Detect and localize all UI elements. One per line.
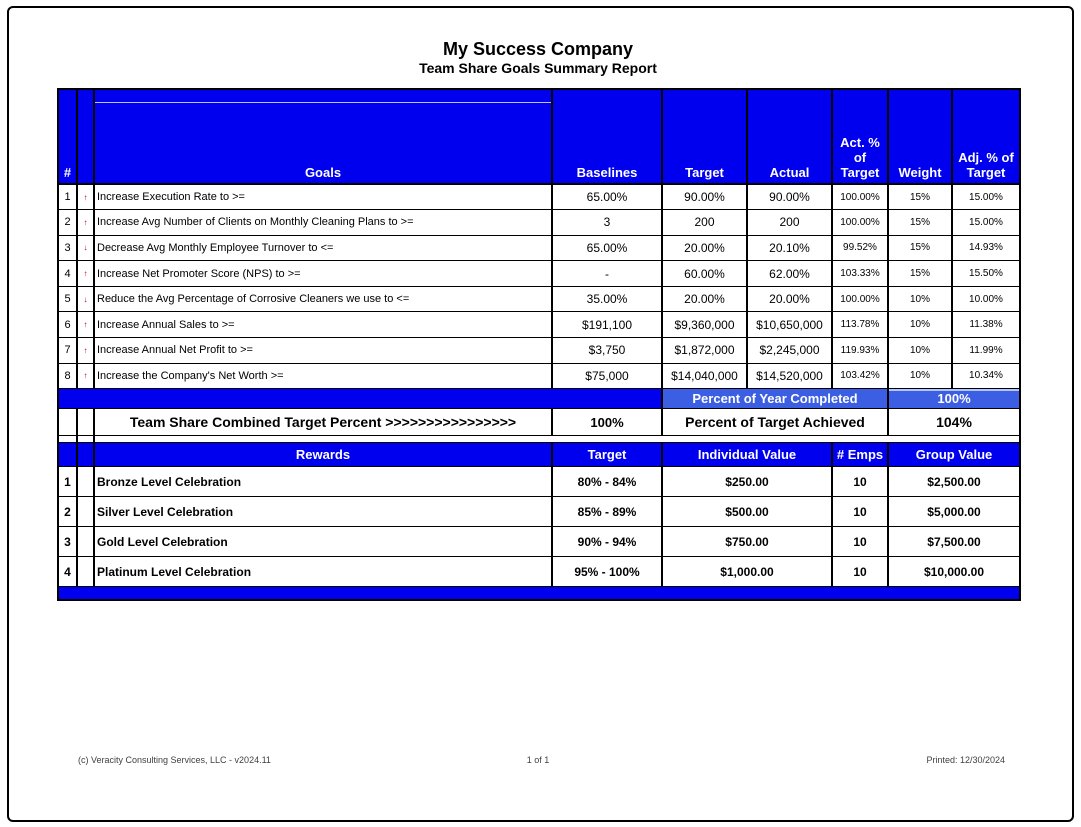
goal-num: 8	[58, 363, 77, 389]
trend-up-icon: ↑	[77, 210, 94, 236]
goal-weight: 10%	[888, 286, 952, 312]
goal-weight: 10%	[888, 363, 952, 389]
trend-up-icon: ↑	[77, 363, 94, 389]
goal-actual: 90.00%	[747, 184, 832, 210]
col-header-adj-pct: Adj. % of Target	[952, 89, 1020, 184]
goal-act-pct: 100.00%	[832, 184, 888, 210]
goal-actual: 20.10%	[747, 235, 832, 261]
team-share-report-table	[57, 88, 1021, 601]
reward-emps: 10	[832, 497, 888, 527]
goal-adj-pct: 15.00%	[952, 210, 1020, 236]
goal-adj-pct: 15.00%	[952, 184, 1020, 210]
goal-baseline: 35.00%	[552, 286, 662, 312]
reward-group-value: $2,500.00	[888, 467, 1020, 497]
combined-target-trend-cell	[77, 409, 94, 436]
reward-target-range: 80% - 84%	[552, 467, 662, 497]
goal-weight: 10%	[888, 338, 952, 364]
goal-baseline: $75,000	[552, 363, 662, 389]
goal-row	[58, 261, 1020, 287]
goal-target: 60.00%	[662, 261, 747, 287]
percent-year-value: 100%	[888, 389, 1020, 409]
footer-copyright: (c) Veracity Consulting Services, LLC - v2024.11	[78, 755, 271, 765]
rewards-header-group: Group Value	[888, 443, 1020, 467]
goal-row	[58, 235, 1020, 261]
reward-group-value: $7,500.00	[888, 527, 1020, 557]
goal-adj-pct: 10.00%	[952, 286, 1020, 312]
trend-up-icon: ↑	[77, 261, 94, 287]
goal-row	[58, 338, 1020, 364]
goal-act-pct: 119.93%	[832, 338, 888, 364]
reward-target-range: 85% - 89%	[552, 497, 662, 527]
reward-row	[58, 467, 1020, 497]
footer-page-number: 1 of 1	[526, 755, 550, 765]
gap-cell	[58, 436, 77, 443]
reward-row	[58, 557, 1020, 587]
trend-up-icon: ↑	[77, 312, 94, 338]
col-header-trend	[77, 89, 94, 184]
gap-cell	[94, 436, 1020, 443]
goal-description: Increase Annual Sales to >=	[94, 312, 552, 338]
report-title-block	[57, 38, 1019, 77]
goal-act-pct: 100.00%	[832, 286, 888, 312]
goal-row	[58, 363, 1020, 389]
goals-header-row	[58, 89, 1020, 184]
trend-down-icon: ↓	[77, 286, 94, 312]
goal-target: 20.00%	[662, 286, 747, 312]
goal-weight: 15%	[888, 210, 952, 236]
col-header-baselines: Baselines	[552, 89, 662, 184]
percent-year-label: Percent of Year Completed	[662, 389, 888, 409]
rewards-header-row	[58, 443, 1020, 467]
goal-num: 6	[58, 312, 77, 338]
rewards-header-label: Rewards	[94, 443, 552, 467]
goal-weight: 15%	[888, 235, 952, 261]
goal-actual: $10,650,000	[747, 312, 832, 338]
bottom-blue-bar	[58, 587, 1020, 600]
col-header-target: Target	[662, 89, 747, 184]
goal-description: Increase Execution Rate to >=	[94, 184, 552, 210]
rewards-header-trend-cell	[77, 443, 94, 467]
rewards-header-num-cell	[58, 443, 77, 467]
percent-year-row	[58, 389, 1020, 409]
report-subtitle: Team Share Goals Summary Report	[419, 60, 657, 76]
reward-name: Platinum Level Celebration	[94, 557, 552, 587]
reward-individual-value: $500.00	[662, 497, 832, 527]
page-footer	[57, 755, 1019, 769]
goal-row	[58, 210, 1020, 236]
reward-group-value: $10,000.00	[888, 557, 1020, 587]
reward-emps: 10	[832, 557, 888, 587]
goal-baseline: $3,750	[552, 338, 662, 364]
goal-adj-pct: 11.99%	[952, 338, 1020, 364]
section-gap-row	[58, 436, 1020, 443]
goal-row	[58, 184, 1020, 210]
rewards-header-individual: Individual Value	[662, 443, 832, 467]
col-header-act-pct: Act. % of Target	[832, 89, 888, 184]
goal-description: Reduce the Avg Percentage of Corrosive Cleaners we use to <=	[94, 286, 552, 312]
col-header-goals	[94, 89, 552, 184]
col-header-actual: Actual	[747, 89, 832, 184]
goal-adj-pct: 11.38%	[952, 312, 1020, 338]
goal-weight: 15%	[888, 184, 952, 210]
target-achieved-label: Percent of Target Achieved	[662, 409, 888, 436]
goal-target: $1,872,000	[662, 338, 747, 364]
goal-actual: $2,245,000	[747, 338, 832, 364]
goal-target: 90.00%	[662, 184, 747, 210]
goal-baseline: $191,100	[552, 312, 662, 338]
goal-baseline: 3	[552, 210, 662, 236]
reward-group-value: $5,000.00	[888, 497, 1020, 527]
reward-target-range: 90% - 94%	[552, 527, 662, 557]
reward-target-range: 95% - 100%	[552, 557, 662, 587]
percent-year-spacer	[58, 389, 662, 409]
rewards-header-target: Target	[552, 443, 662, 467]
goal-description: Increase Avg Number of Clients on Monthly Cleaning Plans to >=	[94, 210, 552, 236]
goal-row	[58, 286, 1020, 312]
reward-name: Bronze Level Celebration	[94, 467, 552, 497]
goal-baseline: -	[552, 261, 662, 287]
goal-actual: 200	[747, 210, 832, 236]
goal-num: 7	[58, 338, 77, 364]
combined-target-label: Team Share Combined Target Percent >>>>>>>>>>>>>>>>	[94, 409, 552, 436]
goal-num: 5	[58, 286, 77, 312]
goal-adj-pct: 14.93%	[952, 235, 1020, 261]
combined-target-num-cell	[58, 409, 77, 436]
reward-num: 2	[58, 497, 77, 527]
goal-weight: 10%	[888, 312, 952, 338]
reward-trend-cell	[77, 557, 94, 587]
target-achieved-value: 104%	[888, 409, 1020, 436]
goal-target: 200	[662, 210, 747, 236]
reward-row	[58, 497, 1020, 527]
reward-trend-cell	[77, 527, 94, 557]
trend-up-icon: ↑	[77, 184, 94, 210]
goal-num: 1	[58, 184, 77, 210]
goal-description: Increase the Company's Net Worth >=	[94, 363, 552, 389]
reward-num: 3	[58, 527, 77, 557]
goal-act-pct: 103.42%	[832, 363, 888, 389]
trend-up-icon: ↑	[77, 338, 94, 364]
reward-individual-value: $250.00	[662, 467, 832, 497]
goal-description: Increase Annual Net Profit to >=	[94, 338, 552, 364]
goal-adj-pct: 15.50%	[952, 261, 1020, 287]
reward-num: 1	[58, 467, 77, 497]
reward-name: Gold Level Celebration	[94, 527, 552, 557]
col-header-num: #	[58, 89, 77, 184]
reward-individual-value: $750.00	[662, 527, 832, 557]
goal-weight: 15%	[888, 261, 952, 287]
goal-target: $14,040,000	[662, 363, 747, 389]
goal-description: Increase Net Promoter Score (NPS) to >=	[94, 261, 552, 287]
goal-num: 3	[58, 235, 77, 261]
goal-actual: 62.00%	[747, 261, 832, 287]
reward-emps: 10	[832, 527, 888, 557]
reward-individual-value: $1,000.00	[662, 557, 832, 587]
goal-description: Decrease Avg Monthly Employee Turnover to <=	[94, 235, 552, 261]
reward-trend-cell	[77, 467, 94, 497]
goal-target: 20.00%	[662, 235, 747, 261]
goal-target: $9,360,000	[662, 312, 747, 338]
reward-row	[58, 527, 1020, 557]
reward-trend-cell	[77, 497, 94, 527]
goal-actual: $14,520,000	[747, 363, 832, 389]
reward-name: Silver Level Celebration	[94, 497, 552, 527]
bottom-bar-row	[58, 587, 1020, 600]
combined-target-row	[58, 409, 1020, 436]
header-divider-line	[95, 102, 551, 103]
goal-act-pct: 99.52%	[832, 235, 888, 261]
gap-cell	[77, 436, 94, 443]
reward-num: 4	[58, 557, 77, 587]
reward-emps: 10	[832, 467, 888, 497]
goal-row	[58, 312, 1020, 338]
goal-num: 4	[58, 261, 77, 287]
report-title: My Success Company	[442, 39, 634, 59]
col-header-goals-label: Goals	[304, 165, 342, 180]
trend-down-icon: ↓	[77, 235, 94, 261]
goal-baseline: 65.00%	[552, 184, 662, 210]
col-header-weight: Weight	[888, 89, 952, 184]
rewards-header-emps: # Emps	[832, 443, 888, 467]
goal-baseline: 65.00%	[552, 235, 662, 261]
footer-printed-date: Printed: 12/30/2024	[926, 755, 1005, 765]
goal-adj-pct: 10.34%	[952, 363, 1020, 389]
goal-act-pct: 113.78%	[832, 312, 888, 338]
combined-target-value: 100%	[552, 409, 662, 436]
goal-num: 2	[58, 210, 77, 236]
goal-act-pct: 103.33%	[832, 261, 888, 287]
goal-actual: 20.00%	[747, 286, 832, 312]
goal-act-pct: 100.00%	[832, 210, 888, 236]
